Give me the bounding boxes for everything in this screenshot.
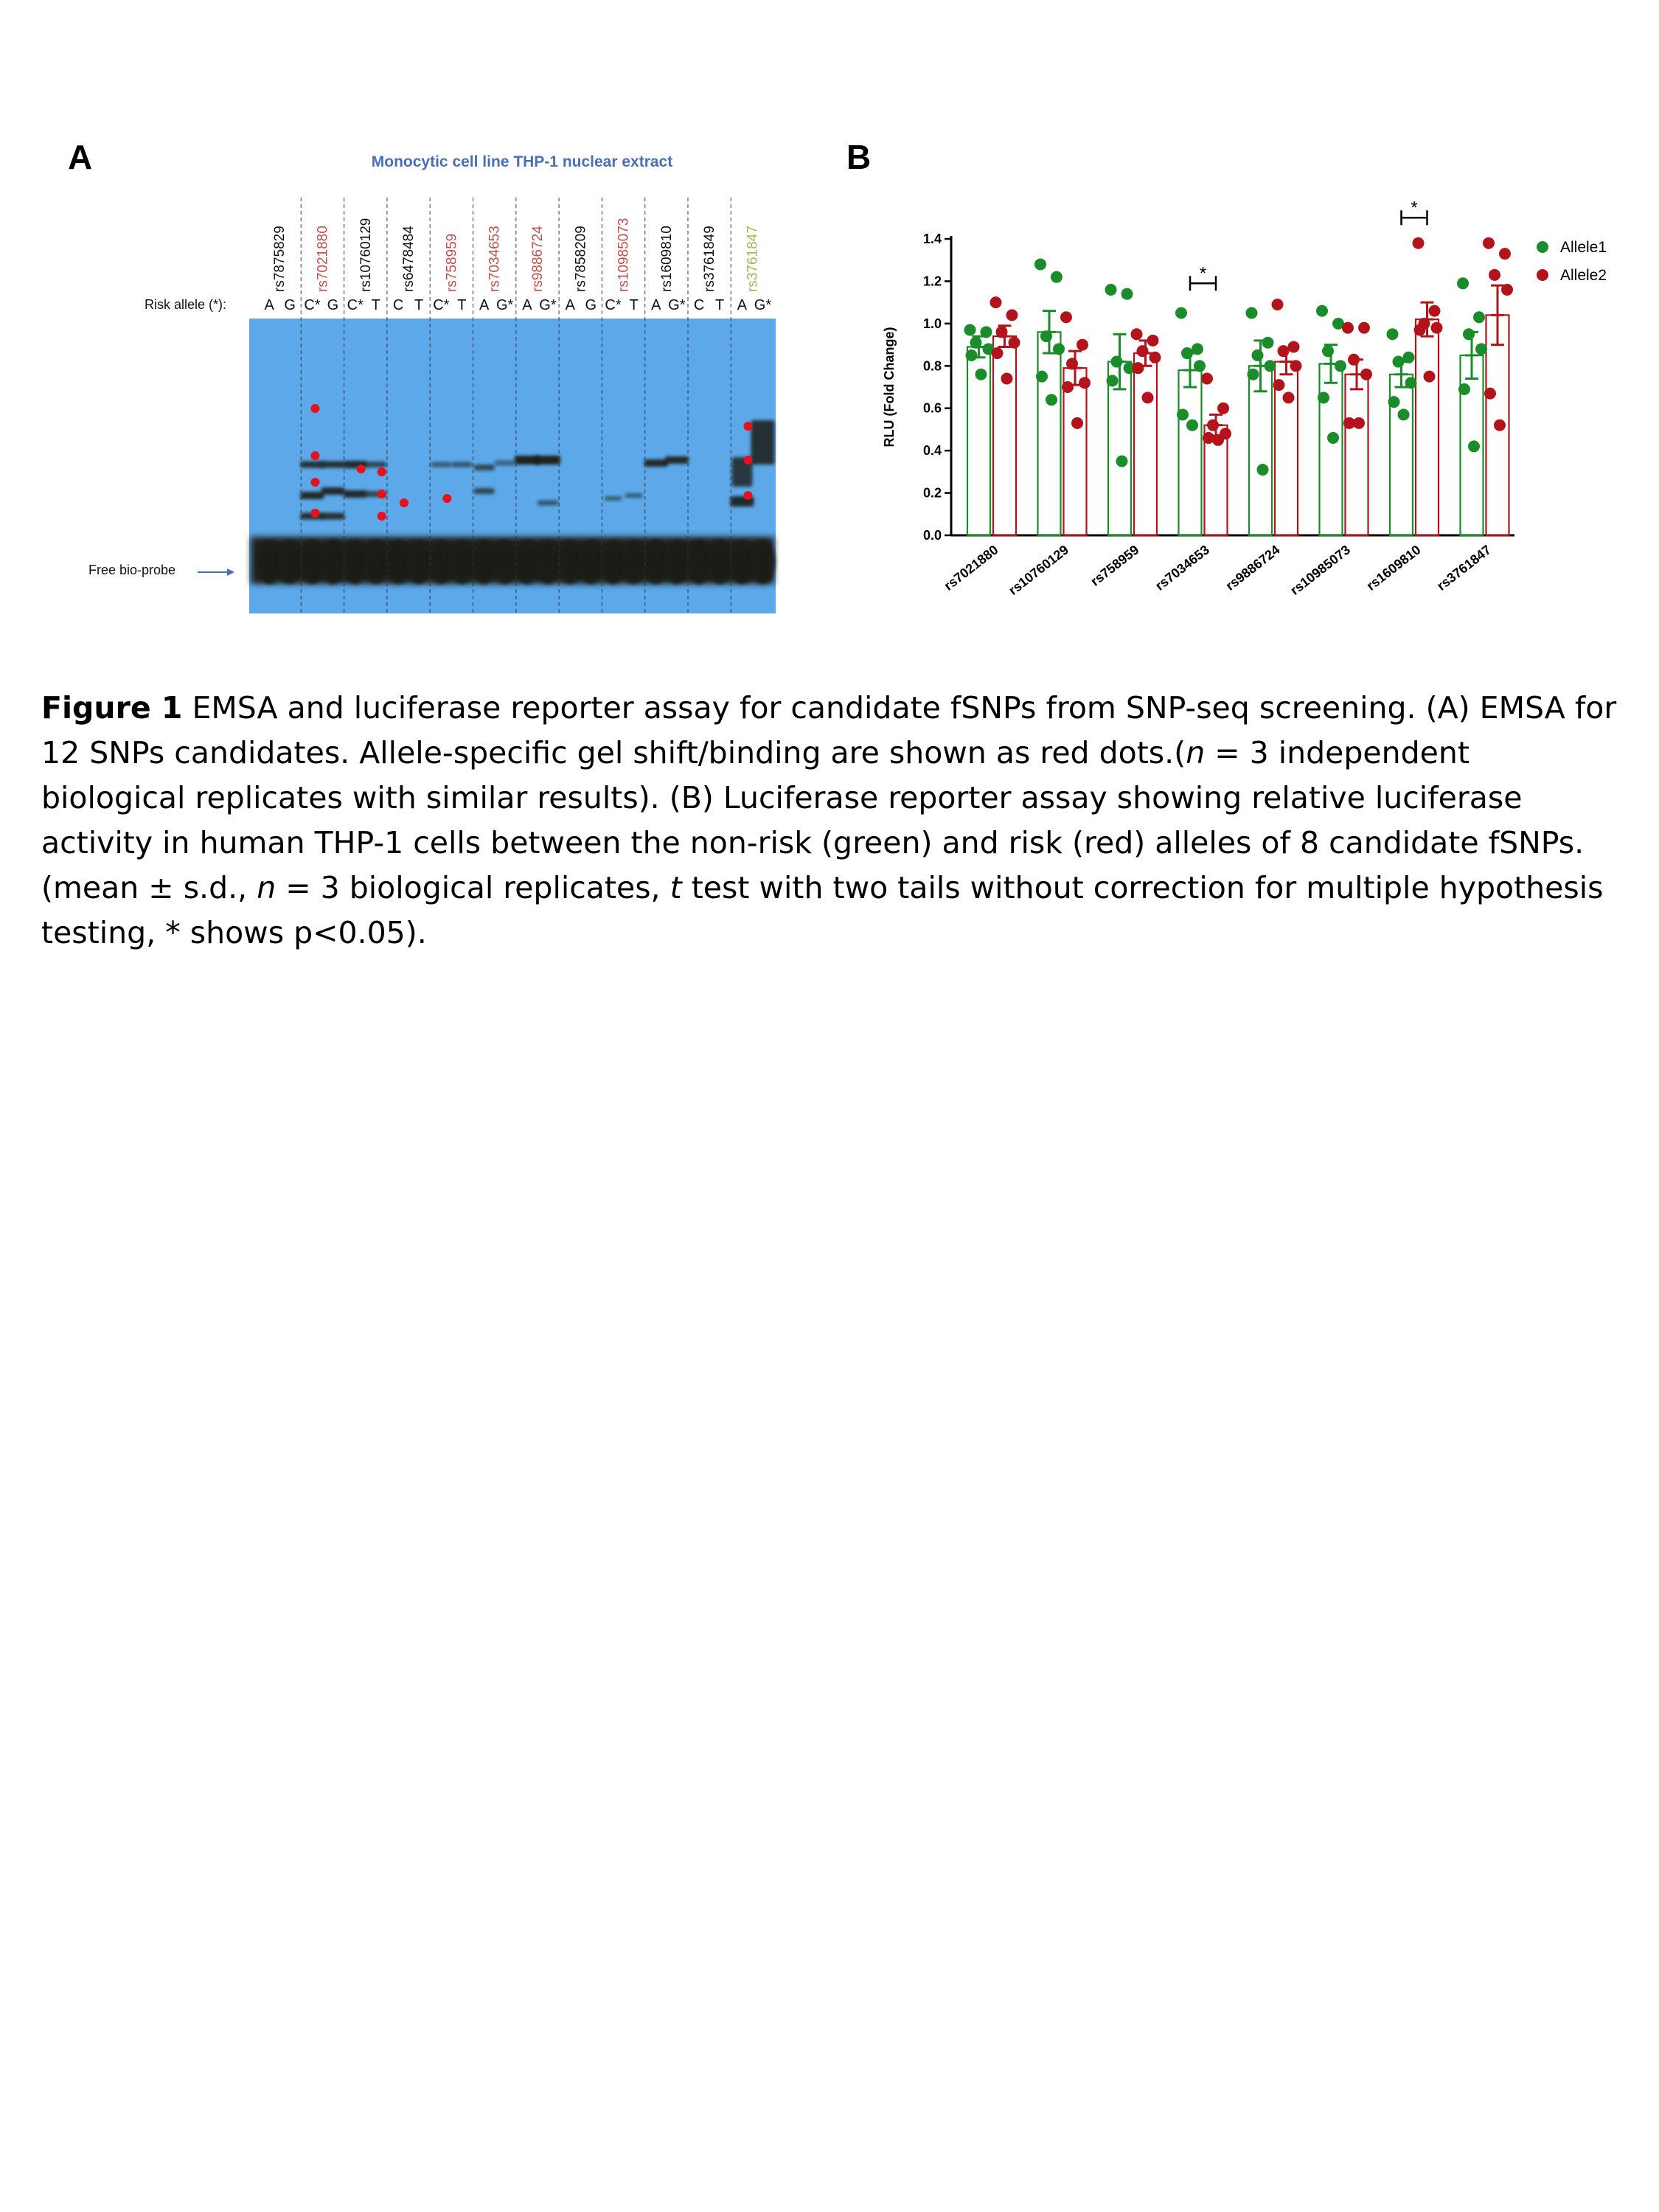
allele-label: C* bbox=[304, 297, 321, 313]
point-allele2 bbox=[1062, 381, 1074, 393]
allele-label: C bbox=[693, 297, 705, 313]
point-allele1 bbox=[1457, 277, 1469, 289]
point-allele2 bbox=[1009, 337, 1020, 349]
y-tick-label: 0.6 bbox=[922, 400, 942, 416]
caption-text-4: test with two tails without correction for multiple hypothesis testing, * shows p<0.05). bbox=[41, 870, 1604, 950]
y-tick-label: 0.8 bbox=[922, 358, 942, 374]
lane-label: rs3761847 bbox=[745, 226, 761, 292]
y-tick-label: 1.4 bbox=[922, 232, 942, 246]
point-allele2 bbox=[1207, 420, 1219, 431]
point-allele1 bbox=[1040, 330, 1052, 342]
x-tick-label: rs9886724 bbox=[1222, 542, 1283, 594]
point-allele2 bbox=[1137, 345, 1149, 357]
point-allele1 bbox=[1473, 311, 1485, 323]
significance-star: * bbox=[1411, 198, 1418, 218]
point-allele2 bbox=[1494, 420, 1506, 431]
point-allele2 bbox=[1342, 322, 1354, 334]
allele-label: A bbox=[479, 297, 490, 313]
x-tick-label: rs7034653 bbox=[1152, 542, 1212, 594]
point-allele1 bbox=[1053, 343, 1065, 355]
point-allele2 bbox=[1147, 335, 1159, 347]
lane-label: rs7875829 bbox=[272, 226, 288, 292]
point-allele2 bbox=[1290, 360, 1302, 372]
point-allele1 bbox=[1107, 375, 1119, 386]
allele-label: T bbox=[457, 297, 467, 313]
point-allele2 bbox=[1272, 299, 1284, 310]
allele-label: A bbox=[651, 297, 661, 313]
point-allele2 bbox=[1413, 237, 1425, 249]
point-allele2 bbox=[1358, 322, 1370, 334]
point-allele2 bbox=[996, 326, 1008, 338]
chart-legend bbox=[1537, 239, 1607, 284]
bar-allele2 bbox=[993, 336, 1016, 535]
figure-caption bbox=[41, 686, 1619, 956]
significance-star: * bbox=[1199, 263, 1207, 284]
point-allele2 bbox=[1288, 341, 1300, 352]
point-allele1 bbox=[966, 349, 978, 361]
point-allele1 bbox=[1248, 369, 1259, 380]
allele-label: T bbox=[629, 297, 639, 313]
point-allele1 bbox=[1105, 284, 1117, 296]
point-allele2 bbox=[1360, 369, 1372, 380]
point-allele1 bbox=[1468, 440, 1480, 452]
point-allele1 bbox=[1327, 432, 1339, 444]
point-allele1 bbox=[1318, 392, 1329, 403]
lane-label: rs6478484 bbox=[401, 226, 417, 292]
point-allele1 bbox=[1181, 347, 1193, 359]
point-allele2 bbox=[1353, 417, 1365, 429]
lane-label: rs10985073 bbox=[616, 218, 632, 292]
panel-b-letter: B bbox=[846, 138, 872, 176]
point-allele2 bbox=[1066, 358, 1078, 369]
allele-label: T bbox=[371, 297, 380, 313]
bar-allele1 bbox=[1038, 332, 1061, 535]
allele-label: C bbox=[392, 297, 404, 313]
legend-marker-allele1 bbox=[1537, 241, 1548, 253]
chart-axes bbox=[882, 232, 1514, 598]
lane-label: rs1609810 bbox=[658, 226, 675, 292]
point-allele1 bbox=[975, 369, 987, 380]
point-allele1 bbox=[1387, 328, 1399, 340]
point-allele2 bbox=[1060, 311, 1072, 323]
point-allele1 bbox=[981, 326, 992, 338]
lane-label: rs7021880 bbox=[315, 226, 331, 292]
point-allele1 bbox=[1398, 408, 1410, 420]
allele-label: A bbox=[565, 297, 575, 313]
point-allele1 bbox=[1257, 464, 1269, 476]
point-allele2 bbox=[1273, 379, 1285, 391]
point-allele2 bbox=[1278, 345, 1290, 357]
x-tick-label: rs1609810 bbox=[1363, 542, 1424, 594]
point-allele2 bbox=[1499, 248, 1511, 260]
y-tick-label: 0.4 bbox=[922, 443, 942, 459]
point-allele2 bbox=[1077, 339, 1088, 351]
y-tick-label: 1.0 bbox=[922, 316, 942, 331]
point-allele2 bbox=[1489, 269, 1500, 281]
bar-allele2 bbox=[1134, 353, 1157, 535]
allele-label: C* bbox=[347, 297, 364, 313]
point-allele1 bbox=[1111, 356, 1123, 368]
point-allele1 bbox=[1116, 456, 1128, 467]
allele-label: T bbox=[715, 297, 725, 313]
lane-label: rs758959 bbox=[444, 233, 460, 292]
point-allele1 bbox=[1393, 356, 1405, 368]
point-allele1 bbox=[1262, 337, 1274, 349]
significance-markers bbox=[1190, 198, 1427, 291]
allele-label: G bbox=[284, 297, 296, 313]
allele-label: A bbox=[264, 297, 274, 313]
point-allele1 bbox=[1177, 408, 1189, 420]
point-allele2 bbox=[1212, 434, 1224, 446]
point-allele2 bbox=[1001, 373, 1013, 385]
point-allele2 bbox=[1414, 324, 1426, 335]
x-tick-label: rs7021880 bbox=[941, 542, 1001, 594]
lane-label: rs7858209 bbox=[573, 226, 589, 292]
allele-label: G* bbox=[539, 297, 557, 313]
caption-text-1: EMSA and luciferase reporter assay for candidate fSNPs from SNP-seq screening. (A) EMSA for 12 SNPs candidates. Allele-specific gel shift/binding are shown as red dots.( bbox=[41, 690, 1617, 771]
allele-label: G* bbox=[754, 297, 772, 313]
point-allele1 bbox=[964, 324, 976, 335]
free-probe-label: Free bio-probe bbox=[88, 563, 176, 577]
point-allele2 bbox=[1283, 392, 1295, 403]
point-allele1 bbox=[970, 337, 982, 349]
x-tick-label: rs10985073 bbox=[1287, 542, 1353, 598]
caption-n-2: n bbox=[257, 870, 276, 905]
y-axis-label: RLU (Fold Change) bbox=[882, 327, 897, 448]
allele-label: C* bbox=[605, 297, 622, 313]
point-allele1 bbox=[1316, 305, 1328, 317]
caption-n-1: n bbox=[1186, 735, 1206, 771]
x-tick-label: rs10760129 bbox=[1006, 542, 1071, 598]
caption-label: Figure 1 bbox=[41, 690, 183, 726]
point-allele2 bbox=[1142, 392, 1154, 403]
point-allele1 bbox=[1475, 343, 1487, 355]
point-allele2 bbox=[1429, 305, 1441, 317]
point-allele2 bbox=[1424, 371, 1436, 383]
point-allele2 bbox=[1131, 328, 1143, 340]
y-tick-label: 0.2 bbox=[922, 485, 942, 501]
lane-label: rs3761849 bbox=[702, 226, 718, 292]
allele-label: G* bbox=[668, 297, 686, 313]
point-allele1 bbox=[1051, 271, 1062, 283]
legend-label-allele2: Allele2 bbox=[1560, 267, 1607, 284]
point-allele1 bbox=[1036, 371, 1048, 383]
point-allele2 bbox=[1348, 354, 1360, 366]
point-allele1 bbox=[1405, 377, 1417, 389]
luciferase-chart bbox=[0, 0, 1659, 634]
point-allele1 bbox=[1463, 328, 1475, 340]
allele-label: A bbox=[522, 297, 532, 313]
point-allele2 bbox=[1006, 309, 1018, 321]
x-tick-label: rs3761847 bbox=[1434, 542, 1494, 594]
panel-a-letter: A bbox=[68, 138, 93, 176]
point-allele1 bbox=[1388, 396, 1400, 408]
risk-allele-label: Risk allele (*): bbox=[145, 297, 227, 312]
point-allele1 bbox=[1034, 258, 1046, 270]
allele-label: G bbox=[327, 297, 339, 313]
point-allele1 bbox=[1246, 307, 1258, 319]
point-allele1 bbox=[1458, 383, 1470, 395]
lane-label: rs9886724 bbox=[529, 226, 546, 292]
chart-points bbox=[964, 237, 1514, 476]
allele-label: G* bbox=[495, 297, 514, 313]
caption-t: t bbox=[669, 870, 682, 905]
y-tick-label: 0.0 bbox=[922, 528, 942, 543]
lane-label: rs7034653 bbox=[487, 226, 503, 292]
point-allele1 bbox=[1175, 307, 1187, 319]
bar-allele1 bbox=[1179, 370, 1202, 535]
allele-label: T bbox=[414, 297, 424, 313]
point-allele1 bbox=[1403, 352, 1415, 364]
allele-label: G bbox=[585, 297, 597, 313]
point-allele2 bbox=[1071, 417, 1083, 429]
point-allele1 bbox=[1335, 360, 1346, 372]
point-allele1 bbox=[1046, 394, 1057, 406]
point-allele1 bbox=[1252, 349, 1264, 361]
x-tick-label: rs758959 bbox=[1088, 542, 1142, 589]
point-allele2 bbox=[1217, 403, 1229, 414]
bar-allele2 bbox=[1064, 368, 1087, 535]
allele-label: C* bbox=[433, 297, 450, 313]
gel-title: Monocytic cell line THP-1 nuclear extract bbox=[371, 153, 673, 170]
point-allele1 bbox=[1194, 360, 1206, 372]
y-tick-label: 1.2 bbox=[922, 274, 942, 289]
bar-allele2 bbox=[1346, 375, 1368, 535]
legend-label-allele1: Allele1 bbox=[1560, 239, 1607, 256]
point-allele2 bbox=[990, 296, 1002, 308]
point-allele2 bbox=[1483, 237, 1495, 249]
point-allele2 bbox=[1431, 322, 1443, 334]
point-allele2 bbox=[1501, 284, 1513, 296]
point-allele2 bbox=[992, 347, 1004, 359]
point-allele1 bbox=[1322, 345, 1334, 357]
bar-allele1 bbox=[1320, 364, 1343, 535]
point-allele1 bbox=[1121, 288, 1133, 300]
allele-label: A bbox=[737, 297, 748, 313]
point-allele1 bbox=[1186, 420, 1198, 431]
point-allele2 bbox=[1150, 352, 1161, 364]
legend-marker-allele2 bbox=[1537, 269, 1548, 281]
point-allele2 bbox=[1201, 373, 1213, 385]
point-allele1 bbox=[1192, 343, 1203, 355]
point-allele2 bbox=[1133, 362, 1144, 374]
bar-allele2 bbox=[1416, 319, 1439, 535]
point-allele1 bbox=[1265, 360, 1276, 372]
caption-text-3: = 3 biological replicates, bbox=[276, 870, 670, 905]
point-allele2 bbox=[1079, 377, 1091, 389]
lane-label: rs10760129 bbox=[358, 218, 374, 292]
point-allele2 bbox=[1484, 388, 1496, 400]
caption-text-2: = 3 independent biological replicates with similar results). (B) Luciferase reporter assay showing relative luciferase activity in human THP-1 cells between the non-risk (green) and risk (red) alleles of 8 candidate fSNPs. (mean ± s.d., bbox=[41, 735, 1585, 905]
